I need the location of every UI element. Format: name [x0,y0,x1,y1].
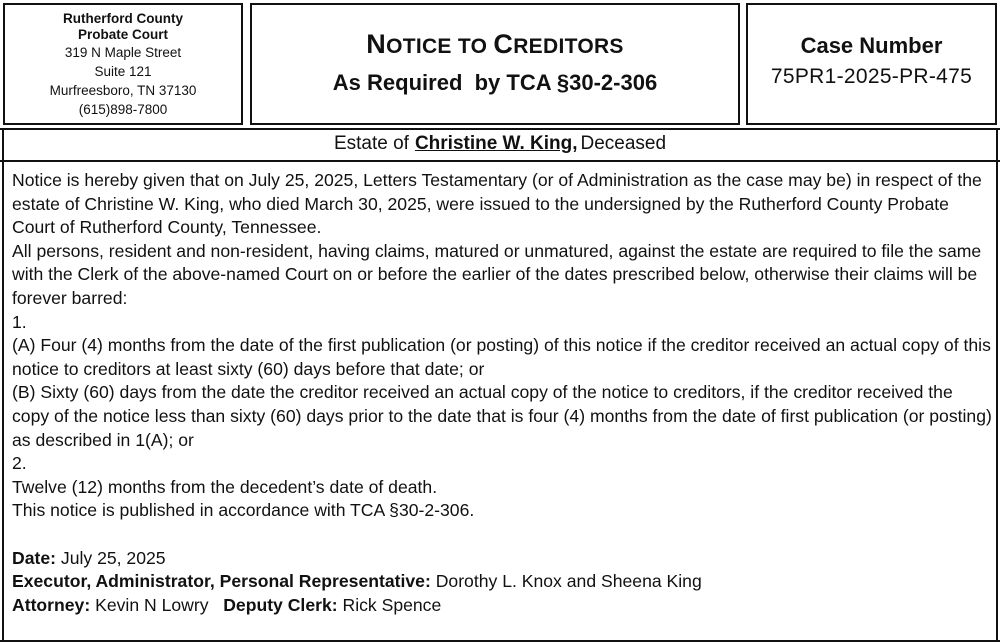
header-divider-bottom [0,160,1000,162]
list-item-2-number: 2. [12,453,27,474]
date-line [12,547,994,571]
left-border [2,128,4,642]
case-number-label: Case Number [800,33,943,58]
date-label: Date: [12,547,56,568]
executor-label: Executor, Administrator, Personal Representative: [12,571,431,592]
court-address-line1: 319 N Maple Street [64,45,182,60]
notice-paragraph-1: Notice is hereby given that on July 25, 2025, Letters Testamentary (or of Administration as the case may be) in respect of the estate of Christine W. King, who died March 30, 2025, were issued to the undersigned by the Rutherford County Probate Court of Rutherford County, Tennessee. [12,170,982,238]
notice-paragraph-2: All persons, resident and non-resident, having claims, matured or unmatured, against the estate are required to file the same with the Clerk of the above-named Court on or before the earlier of the dates prescribed below, otherwise their claims will be forever barred: [12,240,982,308]
notice-subtitle: As Required by TCA §30-2-306 [332,70,658,95]
notice-body [12,169,994,617]
estate-prefix: Estate of [333,133,409,154]
estate-line [0,132,1000,156]
executor-line [12,570,994,594]
court-phone: (615)898-7800 [78,102,168,117]
list-item-1-number: 1. [12,311,27,332]
deputy-clerk-label: Deputy Clerk: [223,594,338,615]
attorney-clerk-line [12,594,994,618]
court-info-box [3,3,243,125]
date-value: July 25, 2025 [60,547,166,568]
attorney-label: Attorney: [12,594,91,615]
notice-title: NOTICE TO CREDITORS [366,29,624,59]
right-border [996,128,998,642]
court-address-line2: Suite 121 [94,64,152,79]
case-number-value: 75PR1-2025-PR-475 [770,65,973,88]
header-divider-top [0,128,1000,130]
court-address-line3: Murfreesboro, TN 37130 [49,83,197,98]
list-item-2-text: Twelve (12) months from the decedent’s date of death. [12,476,438,497]
court-name-line2: Probate Court [77,27,168,42]
list-item-1a: (A) Four (4) months from the date of the first publication (or posting) of this notice if the creditor received an actual copy of this notice to creditors at least sixty (60) days before that date; or [12,335,991,379]
notice-closing: This notice is published in accordance with TCA §30-2-306. [12,500,475,521]
case-number-box [746,3,997,125]
executor-value: Dorothy L. Knox and Sheena King [435,571,702,592]
estate-suffix: Deceased [580,133,667,154]
decedent-name: Christine W. King, [414,133,578,154]
court-name-line1: Rutherford County [63,11,183,26]
list-item-1b: (B) Sixty (60) days from the date the creditor received an actual copy of the notice to creditors, if the creditor received the copy of the notice less than sixty (60) days prior to the date that is four (4) months from the date of first publication (or posting) as described in 1(A); or [12,382,992,450]
notice-title-box [250,3,740,125]
deputy-clerk-value: Rick Spence [342,594,442,615]
attorney-value: Kevin N Lowry [95,594,209,615]
